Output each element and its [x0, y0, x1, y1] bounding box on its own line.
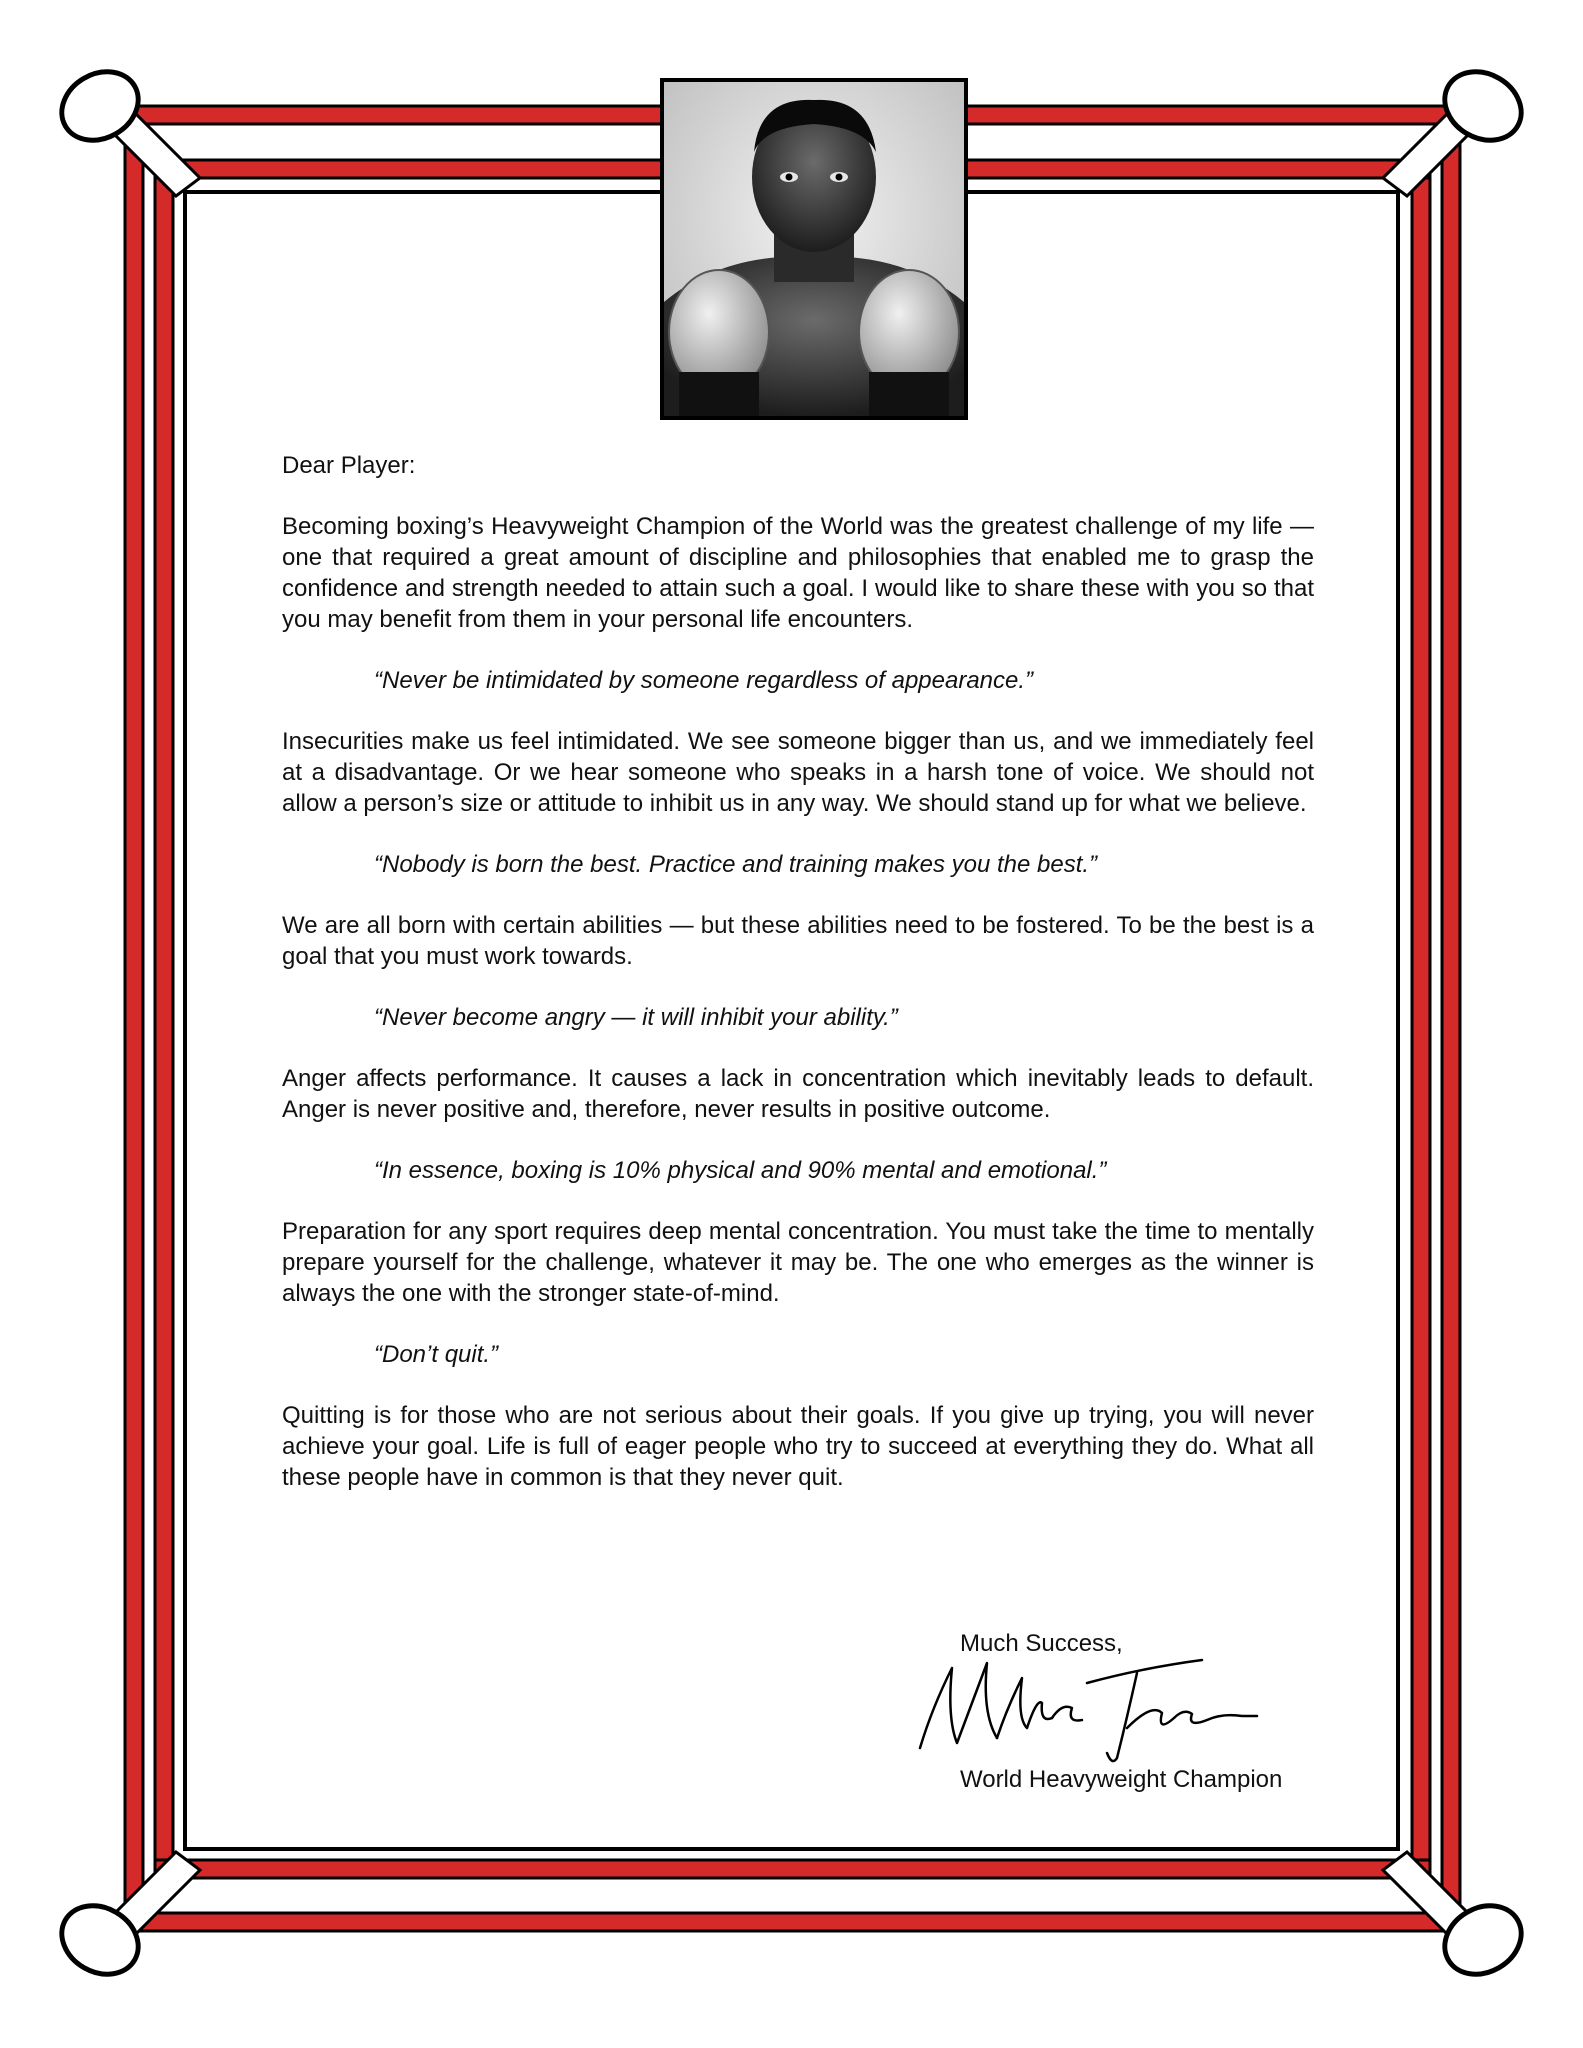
- boxer-portrait-icon: [664, 82, 964, 416]
- handwritten-signature-icon: [912, 1648, 1262, 1768]
- closing-line: Much Success,: [960, 1630, 1123, 1657]
- bottom-ropes: [125, 1860, 1460, 1931]
- paragraph-anger: Anger affects performance. It causes a lack in concentration which inevitably leads to default. Anger is never positive and, therefore, never results in positive outcome.: [282, 1065, 1314, 1123]
- quote-mental: “In essence, boxing is 10% physical and 90% mental and emotional.”: [374, 1157, 1107, 1184]
- quote-anger: “Never become angry — it will inhibit your ability.”: [374, 1004, 898, 1031]
- right-ropes: [1412, 124, 1460, 1914]
- intro-paragraph: Becoming boxing’s Heavyweight Champion of the World was the greatest challenge of my life — one that required a great amount of discipline and philosophies that enabled me to grasp the confidence and strength needed to attain such a goal. I would like to share these with you so that you may benefit from them in your personal life encounters.: [282, 513, 1314, 633]
- boxer-portrait-photo: [660, 78, 968, 420]
- paragraph-intimidation: Insecurities make us feel intimidated. We see someone bigger than us, and we immediately feel at a disadvantage. Or we hear someone who speaks in a harsh tone of voice. We should not allow a person’s size or attitude to inhibit us in any way. We should stand up for what we believe.: [282, 728, 1314, 817]
- paragraph-mental: Preparation for any sport requires deep mental concentration. You must take the time to mentally prepare yourself for the challenge, whatever it may be. The one who emerges as the winner is always the one with the stronger state-of-mind.: [282, 1218, 1314, 1307]
- quote-dont-quit: “Don’t quit.”: [374, 1341, 499, 1368]
- quote-intimidation: “Never be intimidated by someone regardless of appearance.”: [374, 667, 1034, 694]
- paragraph-practice: We are all born with certain abilities — but these abilities need to be fostered. To be the best is a goal that you must work towards.: [282, 912, 1314, 970]
- salutation: Dear Player:: [282, 452, 416, 479]
- quote-practice: “Nobody is born the best. Practice and training makes you the best.”: [374, 851, 1098, 878]
- signer-title: World Heavyweight Champion: [960, 1766, 1283, 1793]
- letter-body: [282, 450, 1314, 1523]
- left-ropes: [125, 124, 173, 1914]
- paragraph-dont-quit: Quitting is for those who are not serious about their goals. If you give up trying, you will never achieve your goal. Life is full of eager people who try to succeed at everything they do. What all these people have in common is that they never quit.: [282, 1402, 1314, 1491]
